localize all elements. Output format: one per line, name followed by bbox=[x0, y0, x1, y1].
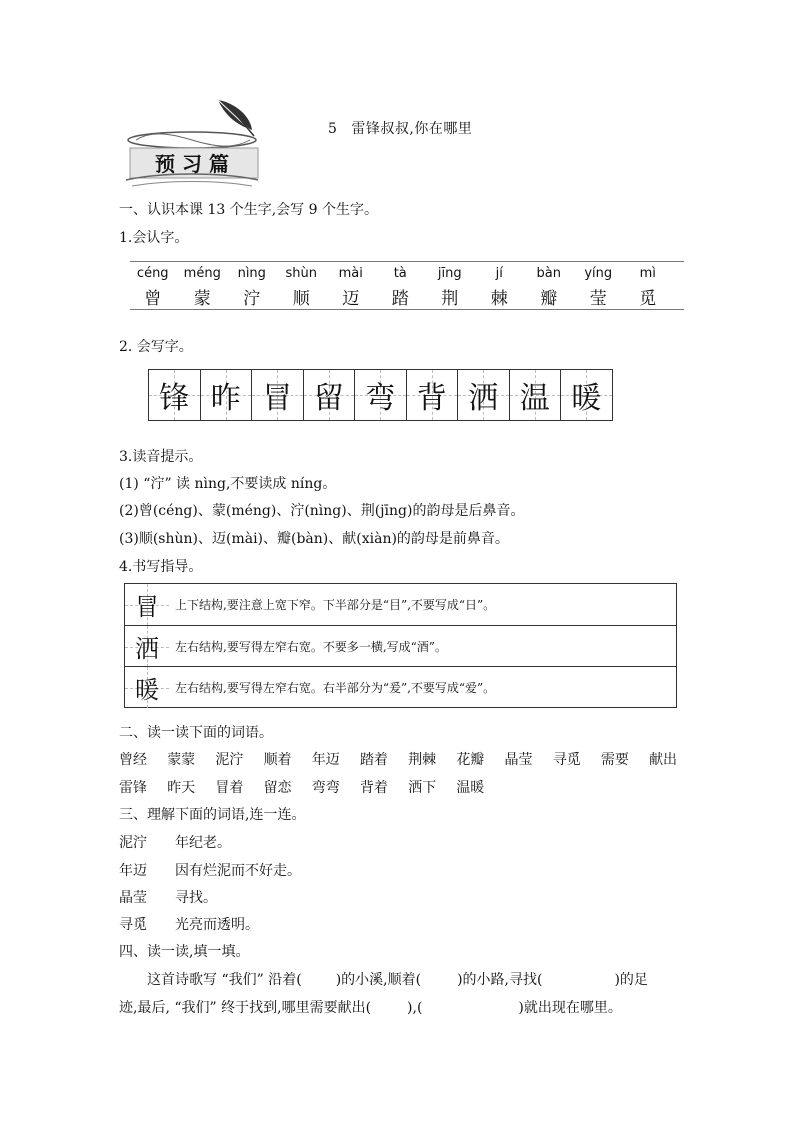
hanzi: 觅 bbox=[639, 289, 657, 309]
word: 曾经 bbox=[119, 752, 147, 768]
word: 冒着 bbox=[215, 780, 244, 796]
hanzi: 曾 bbox=[144, 289, 162, 309]
section-badge bbox=[122, 96, 262, 192]
writing-guide-table bbox=[124, 583, 677, 708]
fill-paragraph-line1: 这首诗歌写 “我们” 沿着( )的小溪,顺着( )的小路,寻找( )的足 bbox=[147, 972, 648, 988]
feather-ornament-icon bbox=[122, 96, 262, 192]
guide-row bbox=[125, 625, 676, 667]
word-row-1 bbox=[119, 749, 697, 769]
writing-cell: 留 bbox=[303, 370, 355, 420]
match-word: 晶莹 bbox=[119, 890, 147, 906]
lesson-title-text: 雷锋叔叔,你在哪里 bbox=[351, 121, 473, 137]
match-row bbox=[119, 860, 301, 880]
word: 雷锋 bbox=[119, 780, 147, 796]
word: 年迈 bbox=[311, 752, 340, 768]
writing-cell: 锋 bbox=[149, 370, 200, 420]
fill-paragraph-line2: 迹,最后, “我们” 终于找到,哪里需要献出( ),( )就出现在哪里。 bbox=[119, 1000, 622, 1016]
writing-cell: 昨 bbox=[200, 370, 252, 420]
section1-sub1: 1.会认字。 bbox=[119, 230, 189, 246]
word: 献出 bbox=[649, 752, 678, 768]
word-row-2 bbox=[119, 777, 505, 797]
word: 寻觅 bbox=[552, 752, 581, 768]
hanzi: 蒙 bbox=[193, 289, 211, 309]
hanzi: 踏 bbox=[391, 289, 409, 309]
lesson-number: 5 bbox=[328, 121, 338, 137]
match-word: 寻觅 bbox=[119, 917, 147, 933]
section1-heading: 一、认识本课 13 个生字,会写 9 个生字。 bbox=[119, 202, 378, 218]
match-row bbox=[119, 887, 217, 907]
pinyin-bottom-rule bbox=[130, 309, 684, 310]
word: 荆棘 bbox=[408, 752, 437, 768]
pinyin: céng bbox=[136, 266, 169, 281]
word: 昨天 bbox=[167, 780, 196, 796]
writing-cell: 温 bbox=[509, 370, 561, 420]
hanzi: 泞 bbox=[243, 289, 261, 309]
pronunciation-tip: (3)顺(shùn)、迈(mài)、瓣(bàn)、献(xiàn)的韵母是前鼻音。 bbox=[119, 531, 509, 547]
word: 需要 bbox=[600, 752, 629, 768]
hanzi: 棘 bbox=[490, 289, 508, 309]
match-word: 泥泞 bbox=[119, 835, 147, 851]
lesson-title bbox=[328, 118, 472, 138]
guide-row bbox=[125, 666, 676, 708]
word: 蒙蒙 bbox=[167, 752, 196, 768]
match-meaning: 年纪老。 bbox=[175, 835, 231, 851]
section1-sub2: 2. 会写字。 bbox=[119, 339, 193, 355]
hanzi: 莹 bbox=[589, 289, 607, 309]
section1-sub3: 3.读音提示。 bbox=[119, 449, 203, 465]
pinyin: tà bbox=[393, 266, 407, 281]
pinyin: nìng bbox=[237, 266, 266, 281]
word: 弯弯 bbox=[311, 780, 340, 796]
hanzi: 顺 bbox=[292, 289, 310, 309]
hanzi: 荆 bbox=[441, 289, 459, 309]
match-meaning: 光亮而透明。 bbox=[175, 917, 259, 933]
match-row bbox=[119, 914, 259, 934]
guide-text: 上下结构,要注意上宽下窄。下半部分是“目”,不要写成“日”。 bbox=[175, 598, 496, 612]
section2-heading: 二、读一读下面的词语。 bbox=[119, 725, 273, 741]
guide-char: 暖 bbox=[125, 667, 169, 708]
word: 洒下 bbox=[408, 780, 437, 796]
hanzi-row bbox=[128, 284, 684, 309]
section1-sub4: 4.书写指导。 bbox=[119, 559, 203, 575]
guide-row bbox=[125, 584, 676, 625]
writing-cell: 冒 bbox=[251, 370, 303, 420]
match-meaning: 因有烂泥而不好走。 bbox=[175, 863, 301, 879]
pinyin: yíng bbox=[584, 266, 613, 281]
guide-text: 左右结构,要写得左窄右宽。右半部分为“爰”,不要写成“爱”。 bbox=[175, 681, 496, 695]
word: 晶莹 bbox=[504, 752, 533, 768]
hanzi: 迈 bbox=[342, 289, 360, 309]
guide-char: 洒 bbox=[125, 626, 169, 667]
pinyin: méng bbox=[183, 266, 221, 281]
writing-cell: 暖 bbox=[560, 370, 612, 420]
guide-char: 冒 bbox=[125, 584, 169, 625]
word: 踏着 bbox=[359, 752, 388, 768]
writing-grid bbox=[148, 369, 613, 421]
badge-text: 预 习 篇 bbox=[155, 152, 229, 176]
pinyin-top-rule bbox=[130, 261, 684, 262]
pinyin: jí bbox=[495, 266, 503, 281]
pinyin: jīng bbox=[437, 266, 462, 281]
hanzi: 瓣 bbox=[540, 289, 558, 309]
word: 留恋 bbox=[263, 780, 292, 796]
pinyin: mì bbox=[639, 266, 656, 281]
word: 背着 bbox=[359, 780, 388, 796]
pronunciation-tip: (1) “泞” 读 nìng,不要读成 níng。 bbox=[119, 476, 337, 492]
word: 顺着 bbox=[263, 752, 292, 768]
writing-cell: 弯 bbox=[354, 370, 406, 420]
pinyin: shùn bbox=[285, 266, 317, 281]
section3-heading: 三、理解下面的词语,连一连。 bbox=[119, 807, 306, 823]
match-row bbox=[119, 832, 231, 852]
match-word: 年迈 bbox=[119, 863, 147, 879]
pinyin: mài bbox=[338, 266, 363, 281]
section4-heading: 四、读一读,填一填。 bbox=[119, 944, 250, 960]
writing-cell: 洒 bbox=[457, 370, 509, 420]
match-meaning: 寻找。 bbox=[175, 890, 217, 906]
word: 温暖 bbox=[456, 780, 485, 796]
pronunciation-tip: (2)曾(céng)、蒙(méng)、泞(nìng)、荆(jīng)的韵母是后鼻音。 bbox=[119, 503, 525, 519]
guide-text: 左右结构,要写得左窄右宽。不要多一横,写成“酒”。 bbox=[175, 640, 447, 654]
word: 花瓣 bbox=[456, 752, 485, 768]
pinyin-row bbox=[128, 266, 684, 281]
writing-cell: 背 bbox=[406, 370, 458, 420]
pinyin: bàn bbox=[536, 266, 561, 281]
word: 泥泞 bbox=[215, 752, 244, 768]
